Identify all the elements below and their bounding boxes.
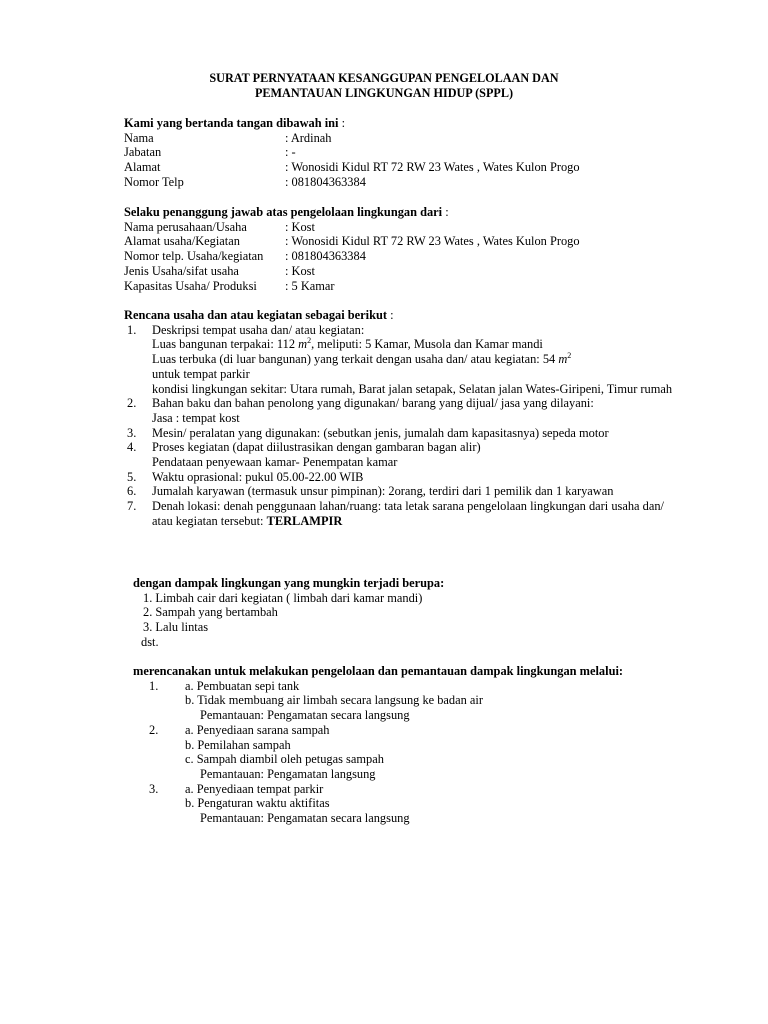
impact-item: dst. — [141, 634, 159, 649]
signer-row-name: Nama : Ardinah — [124, 130, 332, 145]
responsible-section — [124, 205, 684, 293]
signer-row-phone: Nomor Telp : 081804363384 — [124, 174, 366, 189]
signer-heading: Kami yang bertanda tangan dibawah ini : — [124, 116, 346, 130]
luas-bangunan: Luas bangunan terpakai: 112 $m^2$, meliputi: 5 Kamar, Musola dan Kamar mandi — [152, 336, 543, 352]
impact-heading: dengan dampak lingkungan yang mungkin terjadi berupa: — [133, 576, 445, 590]
document-title — [0, 71, 768, 101]
luas-terbuka: Luas terbuka (di luar bangunan) yang terkait dengan usaha dan/ atau kegiatan: 54 $m^2$ — [152, 350, 572, 367]
impact-item: 3. Lalu lintas — [143, 620, 209, 635]
impact-item: 2. Sampah yang bertambah — [143, 605, 278, 620]
business-row-type: Jenis Usaha/sifat usaha : Kost — [124, 263, 315, 278]
plan-item-5: 5. Waktu oprasional: pukul 05.00-22.00 WIB — [127, 469, 364, 484]
title-line-2: PEMANTAUAN LINGKUNGAN HIDUP (SPPL) — [254, 86, 514, 100]
signer-row-position: Jabatan : - — [124, 145, 296, 160]
management-heading: merencanakan untuk melakukan pengelolaan dan pemantauan dampak lingkungan melalui: — [133, 664, 624, 678]
plan-section — [124, 308, 684, 529]
impact-list — [133, 591, 693, 650]
management-group-2: 2. a. Penyediaan sarana sampah b. Pemilahan sampah c. Sampah diambil oleh petugas sampah Pemantauan: Pengamatan langsung — [149, 722, 384, 781]
signer-section — [124, 116, 684, 190]
management-section — [133, 664, 653, 826]
title-line-1: SURAT PERNYATAAN KESANGGUPAN PENGELOLAAN DAN — [209, 71, 559, 85]
plan-item-4: 4. Proses kegiatan (dapat diilustrasikan dengan gambaran bagan alir) Pendataan penyewaan kamar- Penempatan kamar — [127, 440, 481, 470]
business-row-name: Nama perusahaan/Usaha : Kost — [124, 219, 315, 234]
impact-section — [133, 576, 693, 650]
impact-item: 1. Limbah cair dari kegiatan ( limbah dari kamar mandi) — [143, 590, 423, 605]
plan-item-3: 3. Mesin/ peralatan yang digunakan: (sebutkan jenis, jumalah dam kapasitasnya) sepeda motor — [127, 425, 609, 440]
plan-item-6: 6. Jumalah karyawan (termasuk unsur pimpinan): 2orang, terdiri dari 1 pemilik dan 1 karyawan — [127, 484, 614, 499]
plan-item-2: 2. Bahan baku dan bahan penolong yang digunakan/ barang yang dijual/ jasa yang dilayani: Jasa : tempat kost — [127, 396, 594, 425]
business-row-capacity: Kapasitas Usaha/ Produksi : 5 Kamar — [124, 278, 335, 293]
business-row-address: Alamat usaha/Kegiatan : Wonosidi Kidul RT 72 RW 23 Wates , Wates Kulon Progo — [124, 234, 580, 249]
responsible-heading: Selaku penanggung jawab atas pengelolaan lingkungan dari : — [124, 205, 449, 219]
signer-row-address: Alamat : Wonosidi Kidul RT 72 RW 23 Wates , Wates Kulon Progo — [124, 160, 580, 175]
plan-item-1: 1. Deskripsi tempat usaha dan/ atau kegiatan: Luas bangunan terpakai: 112 $m^2$, meliputi: 5 Kamar, Musola dan Kamar mandi Luas terbuka (di luar bangunan) yang terkait dengan usaha dan/ atau kegiatan: 54 $m^2$ untuk tempat parkir kondisi lingkungan sekitar: Utara rumah, Barat jalan setapak, Selatan jalan Wates-Giripeni, Timur rumah — [124, 323, 684, 397]
business-row-phone: Nomor telp. Usaha/kegiatan : 081804363384 — [124, 249, 366, 264]
management-group-3: 3. a. Penyediaan tempat parkir b. Pengaturan waktu aktifitas Pemantauan: Pengamatan secara langsung — [149, 781, 410, 826]
plan-heading: Rencana usaha dan atau kegiatan sebagai berikut : — [124, 308, 394, 322]
management-group-1: 1. a. Pembuatan sepi tank b. Tidak membuang air limbah secara langsung ke badan air Pemantauan: Pengamatan secara langsung — [149, 678, 483, 723]
plan-item-7: 7. Denah lokasi: denah penggunaan lahan/ruang: tata letak sarana pengelolaan lingkungan dari usaha dan/ atau kegiatan tersebut: TERLAMPIR — [127, 499, 664, 528]
